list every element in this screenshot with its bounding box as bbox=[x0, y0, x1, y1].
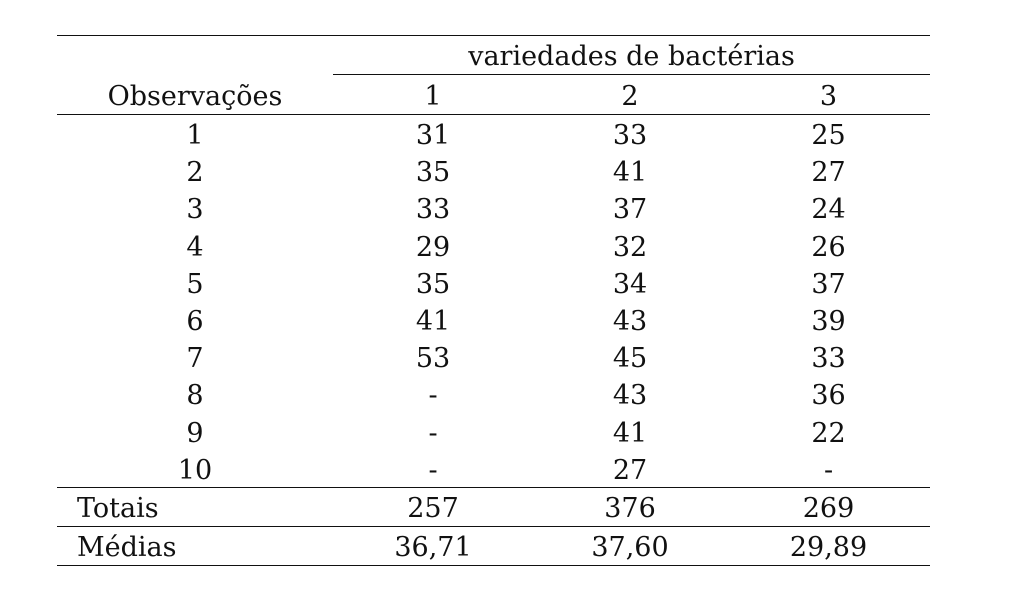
totals-value-1: 257 bbox=[407, 493, 459, 524]
table-cell: 34 bbox=[612, 268, 648, 300]
observation-number: 3 bbox=[186, 194, 204, 226]
table-cell: 24 bbox=[811, 194, 846, 226]
table-cell: 35 bbox=[415, 157, 451, 189]
table-cell: - bbox=[428, 380, 438, 412]
table-cell: 43 bbox=[612, 380, 648, 412]
table-cell: - bbox=[823, 454, 834, 486]
row-header: Observações bbox=[107, 81, 283, 112]
means-value-2: 37,60 bbox=[591, 532, 669, 563]
totals-rule bbox=[57, 487, 930, 488]
observation-number: 5 bbox=[186, 268, 204, 300]
observation-number: 6 bbox=[186, 306, 204, 337]
observation-number: 8 bbox=[186, 380, 204, 412]
table-cell: 33 bbox=[612, 120, 648, 151]
means-label: Médias bbox=[77, 532, 177, 563]
column-header-2: 2 bbox=[621, 81, 639, 112]
observation-number: 10 bbox=[177, 454, 213, 486]
observation-number: 2 bbox=[186, 157, 204, 189]
table-cell: 35 bbox=[415, 268, 451, 300]
observation-number: 9 bbox=[186, 417, 204, 449]
table-cell: 53 bbox=[415, 343, 451, 375]
table-cell: 43 bbox=[612, 306, 648, 337]
totals-label: Totais bbox=[77, 493, 159, 524]
group-header-rule bbox=[333, 74, 930, 75]
table-cell: 33 bbox=[415, 194, 451, 226]
group-header: variedades de bactérias bbox=[468, 41, 795, 72]
table-cell: 26 bbox=[811, 231, 846, 263]
table-cell: - bbox=[428, 454, 438, 486]
totals-value-3: 269 bbox=[802, 493, 855, 524]
column-header-1: 1 bbox=[424, 81, 442, 112]
table-cell: - bbox=[428, 417, 438, 449]
table-cell: 41 bbox=[612, 157, 648, 189]
table-cell: 41 bbox=[612, 417, 648, 449]
observation-number: 1 bbox=[186, 120, 204, 151]
table-cell: 31 bbox=[415, 120, 451, 151]
table-cell: 39 bbox=[811, 306, 846, 337]
top-rule bbox=[57, 35, 930, 36]
totals-value-2: 376 bbox=[604, 493, 656, 524]
table-cell: 29 bbox=[415, 231, 451, 263]
bottom-rule bbox=[57, 565, 930, 566]
column-header-3: 3 bbox=[819, 81, 838, 112]
table-cell: 41 bbox=[415, 306, 451, 337]
observation-number: 4 bbox=[186, 231, 204, 263]
table-cell: 32 bbox=[612, 231, 648, 263]
observation-number: 7 bbox=[186, 343, 204, 375]
table-cell: 27 bbox=[612, 454, 648, 486]
header-rule bbox=[57, 114, 930, 115]
means-value-3: 29,89 bbox=[789, 532, 868, 563]
means-value-1: 36,71 bbox=[394, 532, 472, 563]
table-cell: 27 bbox=[811, 157, 846, 189]
means-rule bbox=[57, 526, 930, 527]
table-cell: 37 bbox=[612, 194, 648, 226]
table-cell: 45 bbox=[612, 343, 648, 375]
table-cell: 22 bbox=[811, 417, 846, 449]
table-cell: 36 bbox=[811, 380, 846, 412]
table-cell: 33 bbox=[811, 343, 846, 375]
table-cell: 37 bbox=[811, 268, 846, 300]
table-cell: 25 bbox=[811, 120, 846, 151]
